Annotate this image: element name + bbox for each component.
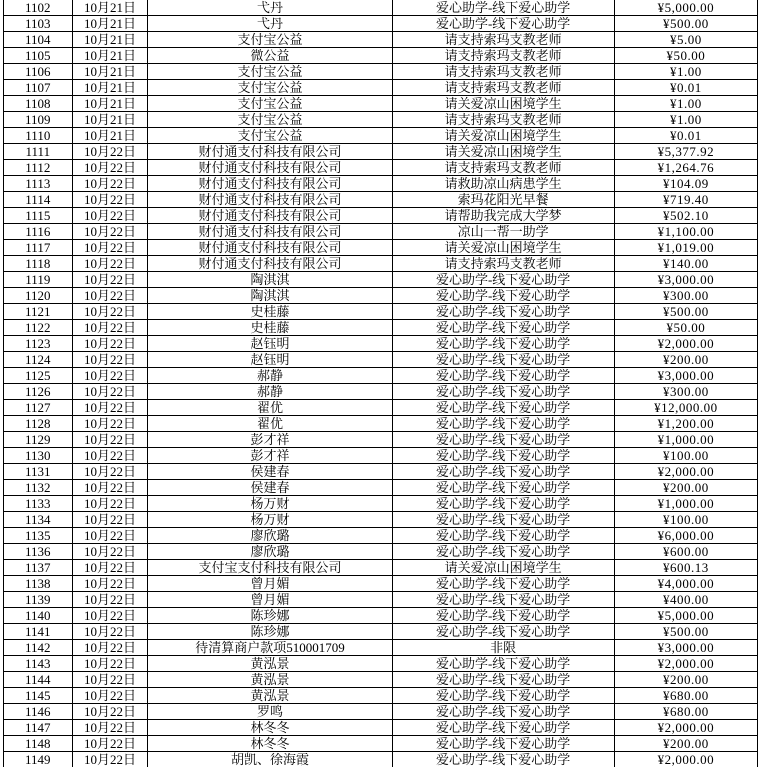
cell-row-number: 1146 bbox=[4, 704, 73, 720]
cell-donor: 林冬冬 bbox=[148, 736, 392, 752]
cell-date: 10月22日 bbox=[72, 432, 148, 448]
table-row bbox=[4, 160, 758, 176]
cell-donor: 财付通支付科技有限公司 bbox=[148, 240, 392, 256]
cell-row-number: 1129 bbox=[4, 432, 73, 448]
cell-date: 10月22日 bbox=[72, 192, 148, 208]
cell-date: 10月21日 bbox=[72, 64, 148, 80]
table-row bbox=[4, 64, 758, 80]
cell-row-number: 1122 bbox=[4, 320, 73, 336]
table-row bbox=[4, 400, 758, 416]
cell-purpose: 爱心助学-线下爱心助学 bbox=[392, 272, 614, 288]
cell-donor: 黄泓景 bbox=[148, 688, 392, 704]
cell-date: 10月22日 bbox=[72, 704, 148, 720]
cell-donor: 陶淇淇 bbox=[148, 288, 392, 304]
cell-purpose: 爱心助学-线下爱心助学 bbox=[392, 304, 614, 320]
cell-amount: ¥1,000.00 bbox=[614, 432, 757, 448]
cell-amount: ¥0.01 bbox=[614, 80, 757, 96]
cell-amount: ¥100.00 bbox=[614, 512, 757, 528]
cell-row-number: 1127 bbox=[4, 400, 73, 416]
cell-row-number: 1140 bbox=[4, 608, 73, 624]
table-row bbox=[4, 672, 758, 688]
table-row bbox=[4, 512, 758, 528]
cell-row-number: 1126 bbox=[4, 384, 73, 400]
cell-donor: 侯建春 bbox=[148, 480, 392, 496]
table-row bbox=[4, 16, 758, 32]
donation-table bbox=[3, 0, 758, 767]
table-row bbox=[4, 320, 758, 336]
cell-amount: ¥500.00 bbox=[614, 16, 757, 32]
cell-amount: ¥1,019.00 bbox=[614, 240, 757, 256]
cell-donor: 杨万财 bbox=[148, 496, 392, 512]
cell-donor: 支付宝公益 bbox=[148, 96, 392, 112]
cell-row-number: 1132 bbox=[4, 480, 73, 496]
cell-row-number: 1137 bbox=[4, 560, 73, 576]
cell-donor: 财付通支付科技有限公司 bbox=[148, 208, 392, 224]
cell-donor: 彭才祥 bbox=[148, 432, 392, 448]
cell-row-number: 1117 bbox=[4, 240, 73, 256]
cell-amount: ¥100.00 bbox=[614, 448, 757, 464]
cell-date: 10月22日 bbox=[72, 480, 148, 496]
cell-row-number: 1118 bbox=[4, 256, 73, 272]
cell-date: 10月22日 bbox=[72, 512, 148, 528]
cell-donor: 曾月媚 bbox=[148, 592, 392, 608]
cell-row-number: 1148 bbox=[4, 736, 73, 752]
table-row bbox=[4, 720, 758, 736]
cell-date: 10月22日 bbox=[72, 272, 148, 288]
cell-date: 10月22日 bbox=[72, 672, 148, 688]
table-row bbox=[4, 0, 758, 16]
cell-donor: 支付宝公益 bbox=[148, 112, 392, 128]
cell-purpose: 请救助凉山病患学生 bbox=[392, 176, 614, 192]
cell-date: 10月22日 bbox=[72, 544, 148, 560]
cell-purpose: 请帮助我完成大学梦 bbox=[392, 208, 614, 224]
cell-purpose: 爱心助学-线下爱心助学 bbox=[392, 448, 614, 464]
cell-amount: ¥502.10 bbox=[614, 208, 757, 224]
cell-purpose: 索玛花阳光早餐 bbox=[392, 192, 614, 208]
cell-date: 10月22日 bbox=[72, 656, 148, 672]
table-row bbox=[4, 32, 758, 48]
table-row bbox=[4, 576, 758, 592]
cell-purpose: 请关爱凉山困境学生 bbox=[392, 560, 614, 576]
cell-purpose: 请关爱凉山困境学生 bbox=[392, 240, 614, 256]
cell-donor: 翟优 bbox=[148, 400, 392, 416]
cell-purpose: 爱心助学-线下爱心助学 bbox=[392, 704, 614, 720]
cell-date: 10月21日 bbox=[72, 96, 148, 112]
table-row bbox=[4, 480, 758, 496]
cell-amount: ¥3,000.00 bbox=[614, 368, 757, 384]
cell-donor: 财付通支付科技有限公司 bbox=[148, 192, 392, 208]
cell-amount: ¥3,000.00 bbox=[614, 272, 757, 288]
cell-purpose: 请支持索玛支教老师 bbox=[392, 80, 614, 96]
cell-purpose: 请支持索玛支教老师 bbox=[392, 256, 614, 272]
cell-purpose: 爱心助学-线下爱心助学 bbox=[392, 608, 614, 624]
table-row bbox=[4, 528, 758, 544]
cell-amount: ¥1,100.00 bbox=[614, 224, 757, 240]
cell-row-number: 1125 bbox=[4, 368, 73, 384]
cell-row-number: 1142 bbox=[4, 640, 73, 656]
table-row bbox=[4, 544, 758, 560]
table-row bbox=[4, 144, 758, 160]
cell-purpose: 爱心助学-线下爱心助学 bbox=[392, 368, 614, 384]
table-row bbox=[4, 464, 758, 480]
cell-row-number: 1120 bbox=[4, 288, 73, 304]
cell-donor: 史桂藤 bbox=[148, 304, 392, 320]
cell-amount: ¥500.00 bbox=[614, 304, 757, 320]
cell-row-number: 1131 bbox=[4, 464, 73, 480]
cell-donor: 待清算商户款项510001709 bbox=[148, 640, 392, 656]
cell-purpose: 爱心助学-线下爱心助学 bbox=[392, 672, 614, 688]
cell-date: 10月22日 bbox=[72, 720, 148, 736]
cell-donor: 黄泓景 bbox=[148, 672, 392, 688]
cell-donor: 廖欣璐 bbox=[148, 528, 392, 544]
cell-date: 10月22日 bbox=[72, 608, 148, 624]
table-row bbox=[4, 176, 758, 192]
cell-amount: ¥200.00 bbox=[614, 672, 757, 688]
table-row bbox=[4, 128, 758, 144]
table-row bbox=[4, 752, 758, 767]
cell-amount: ¥5,000.00 bbox=[614, 0, 757, 16]
cell-purpose: 爱心助学-线下爱心助学 bbox=[392, 416, 614, 432]
cell-row-number: 1114 bbox=[4, 192, 73, 208]
cell-row-number: 1133 bbox=[4, 496, 73, 512]
cell-donor: 史桂藤 bbox=[148, 320, 392, 336]
cell-date: 10月22日 bbox=[72, 752, 148, 767]
cell-date: 10月22日 bbox=[72, 496, 148, 512]
cell-date: 10月22日 bbox=[72, 592, 148, 608]
cell-purpose: 爱心助学-线下爱心助学 bbox=[392, 544, 614, 560]
cell-donor: 弋丹 bbox=[148, 0, 392, 16]
cell-row-number: 1143 bbox=[4, 656, 73, 672]
cell-donor: 财付通支付科技有限公司 bbox=[148, 144, 392, 160]
cell-amount: ¥600.00 bbox=[614, 544, 757, 560]
cell-donor: 陈珍娜 bbox=[148, 608, 392, 624]
cell-purpose: 请支持索玛支教老师 bbox=[392, 32, 614, 48]
cell-amount: ¥300.00 bbox=[614, 288, 757, 304]
cell-amount: ¥1.00 bbox=[614, 64, 757, 80]
cell-donor: 曾月媚 bbox=[148, 576, 392, 592]
table-row bbox=[4, 288, 758, 304]
cell-date: 10月22日 bbox=[72, 368, 148, 384]
cell-row-number: 1109 bbox=[4, 112, 73, 128]
cell-date: 10月22日 bbox=[72, 448, 148, 464]
cell-amount: ¥5,000.00 bbox=[614, 608, 757, 624]
cell-row-number: 1134 bbox=[4, 512, 73, 528]
cell-amount: ¥500.00 bbox=[614, 624, 757, 640]
cell-donor: 支付宝支付科技有限公司 bbox=[148, 560, 392, 576]
cell-date: 10月21日 bbox=[72, 32, 148, 48]
cell-amount: ¥140.00 bbox=[614, 256, 757, 272]
table-row bbox=[4, 256, 758, 272]
cell-amount: ¥2,000.00 bbox=[614, 336, 757, 352]
cell-row-number: 1108 bbox=[4, 96, 73, 112]
cell-donor: 侯建春 bbox=[148, 464, 392, 480]
cell-row-number: 1102 bbox=[4, 0, 73, 16]
cell-amount: ¥1,264.76 bbox=[614, 160, 757, 176]
cell-donor: 郝静 bbox=[148, 368, 392, 384]
cell-date: 10月22日 bbox=[72, 416, 148, 432]
cell-date: 10月22日 bbox=[72, 576, 148, 592]
table-row bbox=[4, 432, 758, 448]
cell-amount: ¥2,000.00 bbox=[614, 720, 757, 736]
cell-amount: ¥719.40 bbox=[614, 192, 757, 208]
cell-date: 10月22日 bbox=[72, 320, 148, 336]
cell-row-number: 1123 bbox=[4, 336, 73, 352]
cell-purpose: 请支持索玛支教老师 bbox=[392, 112, 614, 128]
cell-date: 10月21日 bbox=[72, 48, 148, 64]
table-row bbox=[4, 336, 758, 352]
cell-date: 10月21日 bbox=[72, 128, 148, 144]
cell-row-number: 1119 bbox=[4, 272, 73, 288]
cell-amount: ¥1.00 bbox=[614, 96, 757, 112]
cell-donor: 财付通支付科技有限公司 bbox=[148, 224, 392, 240]
cell-amount: ¥680.00 bbox=[614, 704, 757, 720]
cell-row-number: 1144 bbox=[4, 672, 73, 688]
cell-donor: 弋丹 bbox=[148, 16, 392, 32]
cell-purpose: 爱心助学-线下爱心助学 bbox=[392, 432, 614, 448]
table-row bbox=[4, 352, 758, 368]
cell-purpose: 爱心助学-线下爱心助学 bbox=[392, 352, 614, 368]
cell-donor: 微公益 bbox=[148, 48, 392, 64]
cell-date: 10月21日 bbox=[72, 0, 148, 16]
cell-row-number: 1136 bbox=[4, 544, 73, 560]
cell-date: 10月22日 bbox=[72, 736, 148, 752]
cell-amount: ¥1,200.00 bbox=[614, 416, 757, 432]
cell-purpose: 爱心助学-线下爱心助学 bbox=[392, 400, 614, 416]
table-row bbox=[4, 48, 758, 64]
cell-date: 10月22日 bbox=[72, 624, 148, 640]
cell-amount: ¥104.09 bbox=[614, 176, 757, 192]
table-row bbox=[4, 80, 758, 96]
cell-row-number: 1135 bbox=[4, 528, 73, 544]
cell-donor: 支付宝公益 bbox=[148, 128, 392, 144]
cell-donor: 财付通支付科技有限公司 bbox=[148, 160, 392, 176]
cell-row-number: 1113 bbox=[4, 176, 73, 192]
cell-row-number: 1121 bbox=[4, 304, 73, 320]
cell-donor: 支付宝公益 bbox=[148, 64, 392, 80]
cell-row-number: 1139 bbox=[4, 592, 73, 608]
cell-donor: 支付宝公益 bbox=[148, 32, 392, 48]
table-row bbox=[4, 240, 758, 256]
cell-date: 10月22日 bbox=[72, 288, 148, 304]
cell-amount: ¥12,000.00 bbox=[614, 400, 757, 416]
cell-date: 10月22日 bbox=[72, 528, 148, 544]
cell-donor: 财付通支付科技有限公司 bbox=[148, 256, 392, 272]
cell-purpose: 爱心助学-线下爱心助学 bbox=[392, 528, 614, 544]
cell-date: 10月22日 bbox=[72, 240, 148, 256]
cell-row-number: 1106 bbox=[4, 64, 73, 80]
cell-amount: ¥680.00 bbox=[614, 688, 757, 704]
table-row bbox=[4, 688, 758, 704]
table-row bbox=[4, 96, 758, 112]
cell-purpose: 请关爱凉山困境学生 bbox=[392, 96, 614, 112]
table-row bbox=[4, 416, 758, 432]
table-row bbox=[4, 112, 758, 128]
cell-donor: 郝静 bbox=[148, 384, 392, 400]
table-row bbox=[4, 224, 758, 240]
cell-row-number: 1145 bbox=[4, 688, 73, 704]
cell-purpose: 爱心助学-线下爱心助学 bbox=[392, 16, 614, 32]
cell-date: 10月22日 bbox=[72, 208, 148, 224]
cell-amount: ¥400.00 bbox=[614, 592, 757, 608]
cell-purpose: 爱心助学-线下爱心助学 bbox=[392, 512, 614, 528]
cell-donor: 陈珍娜 bbox=[148, 624, 392, 640]
table-row bbox=[4, 496, 758, 512]
cell-donor: 赵钰明 bbox=[148, 352, 392, 368]
cell-date: 10月22日 bbox=[72, 384, 148, 400]
donation-table-body bbox=[4, 0, 758, 767]
table-row bbox=[4, 192, 758, 208]
cell-purpose: 爱心助学-线下爱心助学 bbox=[392, 720, 614, 736]
table-row bbox=[4, 208, 758, 224]
cell-row-number: 1112 bbox=[4, 160, 73, 176]
cell-amount: ¥2,000.00 bbox=[614, 656, 757, 672]
cell-purpose: 请支持索玛支教老师 bbox=[392, 160, 614, 176]
cell-date: 10月22日 bbox=[72, 688, 148, 704]
cell-date: 10月21日 bbox=[72, 112, 148, 128]
cell-donor: 廖欣璐 bbox=[148, 544, 392, 560]
cell-purpose: 爱心助学-线下爱心助学 bbox=[392, 496, 614, 512]
cell-purpose: 爱心助学-线下爱心助学 bbox=[392, 384, 614, 400]
cell-donor: 财付通支付科技有限公司 bbox=[148, 176, 392, 192]
cell-purpose: 爱心助学-线下爱心助学 bbox=[392, 656, 614, 672]
cell-amount: ¥50.00 bbox=[614, 320, 757, 336]
table-row bbox=[4, 624, 758, 640]
cell-donor: 彭才祥 bbox=[148, 448, 392, 464]
cell-purpose: 爱心助学-线下爱心助学 bbox=[392, 480, 614, 496]
cell-date: 10月22日 bbox=[72, 144, 148, 160]
cell-amount: ¥0.01 bbox=[614, 128, 757, 144]
cell-date: 10月21日 bbox=[72, 16, 148, 32]
cell-donor: 胡凯、徐海霞 bbox=[148, 752, 392, 767]
cell-row-number: 1124 bbox=[4, 352, 73, 368]
cell-row-number: 1107 bbox=[4, 80, 73, 96]
cell-date: 10月22日 bbox=[72, 336, 148, 352]
cell-donor: 林冬冬 bbox=[148, 720, 392, 736]
cell-purpose: 请关爱凉山困境学生 bbox=[392, 144, 614, 160]
cell-row-number: 1138 bbox=[4, 576, 73, 592]
cell-row-number: 1130 bbox=[4, 448, 73, 464]
cell-date: 10月22日 bbox=[72, 160, 148, 176]
cell-amount: ¥300.00 bbox=[614, 384, 757, 400]
cell-row-number: 1128 bbox=[4, 416, 73, 432]
cell-purpose: 爱心助学-线下爱心助学 bbox=[392, 736, 614, 752]
cell-purpose: 非限 bbox=[392, 640, 614, 656]
cell-purpose: 爱心助学-线下爱心助学 bbox=[392, 464, 614, 480]
cell-amount: ¥2,000.00 bbox=[614, 752, 757, 767]
table-row bbox=[4, 304, 758, 320]
cell-purpose: 爱心助学-线下爱心助学 bbox=[392, 688, 614, 704]
cell-row-number: 1104 bbox=[4, 32, 73, 48]
cell-date: 10月22日 bbox=[72, 224, 148, 240]
cell-amount: ¥5,377.92 bbox=[614, 144, 757, 160]
cell-date: 10月22日 bbox=[72, 560, 148, 576]
table-row bbox=[4, 448, 758, 464]
table-row bbox=[4, 384, 758, 400]
cell-amount: ¥200.00 bbox=[614, 352, 757, 368]
cell-date: 10月22日 bbox=[72, 304, 148, 320]
cell-purpose: 请支持索玛支教老师 bbox=[392, 48, 614, 64]
table-row bbox=[4, 640, 758, 656]
cell-row-number: 1110 bbox=[4, 128, 73, 144]
cell-row-number: 1141 bbox=[4, 624, 73, 640]
table-row bbox=[4, 704, 758, 720]
cell-donor: 陶淇淇 bbox=[148, 272, 392, 288]
cell-amount: ¥6,000.00 bbox=[614, 528, 757, 544]
cell-donor: 赵钰明 bbox=[148, 336, 392, 352]
cell-purpose: 爱心助学-线下爱心助学 bbox=[392, 0, 614, 16]
cell-date: 10月21日 bbox=[72, 80, 148, 96]
cell-purpose: 爱心助学-线下爱心助学 bbox=[392, 576, 614, 592]
cell-amount: ¥200.00 bbox=[614, 736, 757, 752]
cell-row-number: 1105 bbox=[4, 48, 73, 64]
cell-amount: ¥50.00 bbox=[614, 48, 757, 64]
cell-amount: ¥600.13 bbox=[614, 560, 757, 576]
table-row bbox=[4, 272, 758, 288]
cell-amount: ¥2,000.00 bbox=[614, 464, 757, 480]
cell-row-number: 1116 bbox=[4, 224, 73, 240]
cell-row-number: 1111 bbox=[4, 144, 73, 160]
table-row bbox=[4, 368, 758, 384]
cell-row-number: 1149 bbox=[4, 752, 73, 767]
table-row bbox=[4, 736, 758, 752]
cell-date: 10月22日 bbox=[72, 256, 148, 272]
cell-amount: ¥5.00 bbox=[614, 32, 757, 48]
cell-amount: ¥1.00 bbox=[614, 112, 757, 128]
cell-donor: 黄泓景 bbox=[148, 656, 392, 672]
table-row bbox=[4, 656, 758, 672]
cell-date: 10月22日 bbox=[72, 352, 148, 368]
cell-row-number: 1115 bbox=[4, 208, 73, 224]
cell-donor: 支付宝公益 bbox=[148, 80, 392, 96]
cell-amount: ¥1,000.00 bbox=[614, 496, 757, 512]
cell-amount: ¥4,000.00 bbox=[614, 576, 757, 592]
cell-date: 10月22日 bbox=[72, 176, 148, 192]
cell-donor: 杨万财 bbox=[148, 512, 392, 528]
cell-amount: ¥3,000.00 bbox=[614, 640, 757, 656]
cell-purpose: 请关爱凉山困境学生 bbox=[392, 128, 614, 144]
cell-purpose: 爱心助学-线下爱心助学 bbox=[392, 336, 614, 352]
table-row bbox=[4, 608, 758, 624]
table-row bbox=[4, 592, 758, 608]
cell-purpose: 爱心助学-线下爱心助学 bbox=[392, 752, 614, 767]
cell-purpose: 凉山一帮一助学 bbox=[392, 224, 614, 240]
cell-donor: 罗鸣 bbox=[148, 704, 392, 720]
cell-row-number: 1103 bbox=[4, 16, 73, 32]
cell-row-number: 1147 bbox=[4, 720, 73, 736]
cell-date: 10月22日 bbox=[72, 400, 148, 416]
cell-amount: ¥200.00 bbox=[614, 480, 757, 496]
cell-purpose: 爱心助学-线下爱心助学 bbox=[392, 288, 614, 304]
cell-purpose: 爱心助学-线下爱心助学 bbox=[392, 320, 614, 336]
cell-donor: 翟优 bbox=[148, 416, 392, 432]
cell-purpose: 爱心助学-线下爱心助学 bbox=[392, 624, 614, 640]
table-row bbox=[4, 560, 758, 576]
cell-date: 10月22日 bbox=[72, 464, 148, 480]
cell-purpose: 爱心助学-线下爱心助学 bbox=[392, 592, 614, 608]
cell-date: 10月22日 bbox=[72, 640, 148, 656]
cell-purpose: 请支持索玛支教老师 bbox=[392, 64, 614, 80]
